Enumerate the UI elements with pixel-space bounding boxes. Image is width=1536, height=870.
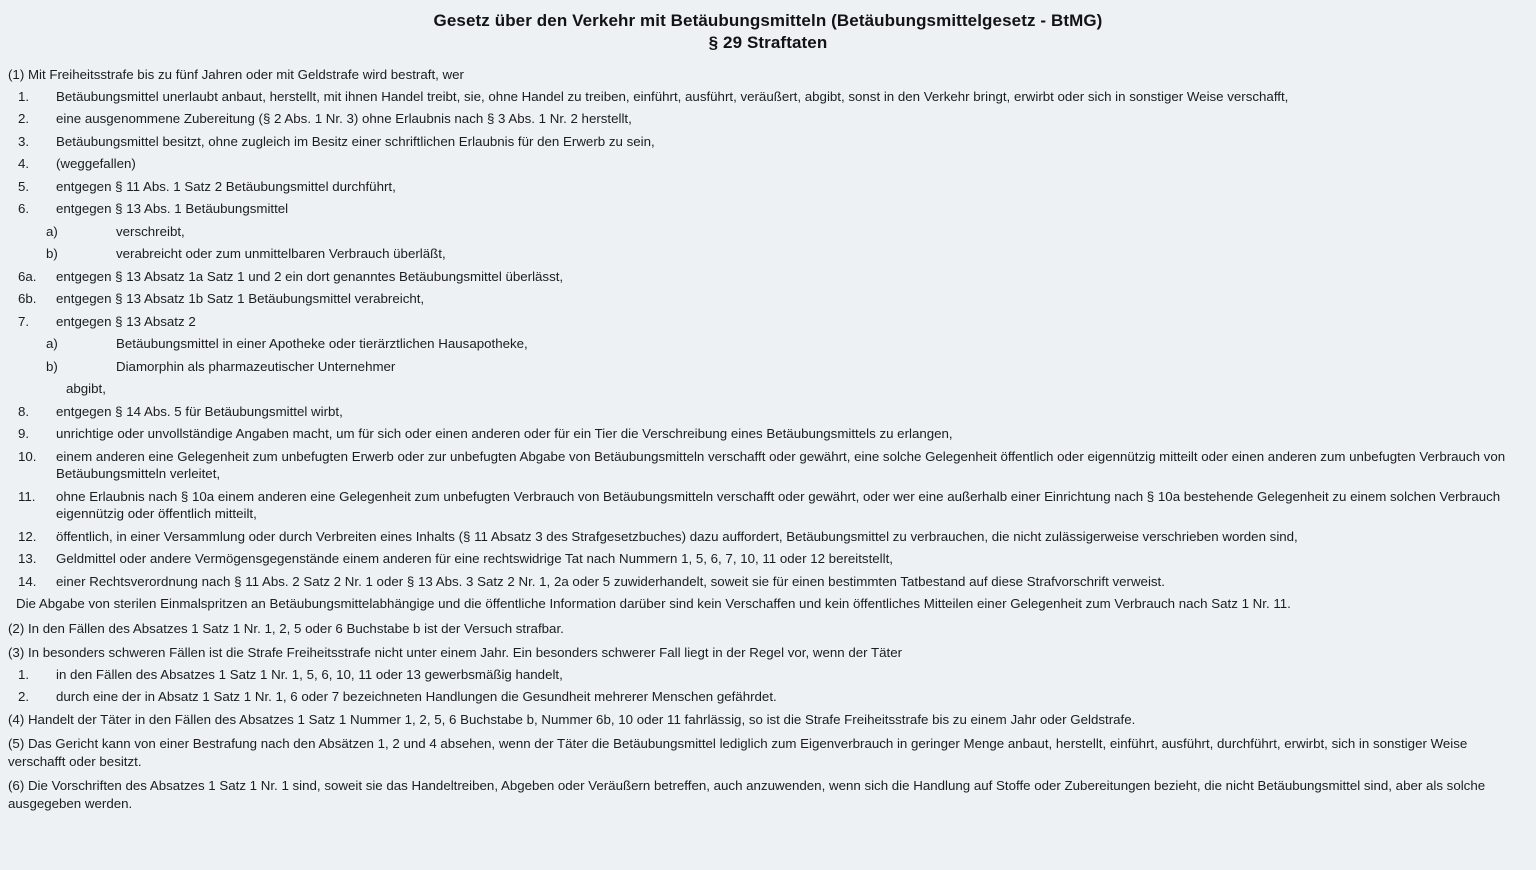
paragraph-absatz-3-intro: (3) In besonders schweren Fällen ist die Strafe Freiheitsstrafe nicht unter einem Jahr. Ein besonders schwerer Fall liegt in der Regel vor, wenn der Täter [8,645,903,660]
sub-list-item [8,358,1528,376]
sub-list-item-text: Betäubungsmittel in einer Apotheke oder tierärztlichen Hausapotheke, [116,336,528,351]
list-item-number: 2. [18,111,30,126]
list-item-text: entgegen § 11 Abs. 1 Satz 2 Betäubungsmittel durchführt, [56,178,396,194]
list-item [8,178,1528,196]
list-item-text: in den Fällen des Absatzes 1 Satz 1 Nr. 1, 5, 6, 10, 11 oder 13 gewerbsmäßig handelt, [56,666,563,682]
list-item-text: entgegen § 13 Absatz 1a Satz 1 und 2 ein dort genanntes Betäubungsmittel überlässt, [56,268,564,284]
list-item-continuation: abgibt, [66,381,106,396]
sub-list-item-letter: b) [46,246,58,261]
sub-list-item [8,335,1528,353]
list-item [8,200,1528,218]
list-item-text: entgegen § 13 Abs. 1 Betäubungsmittel [56,201,289,216]
list-item-number: 8. [18,403,30,419]
list-item [8,155,1528,173]
list-item-number: 1. [18,88,30,104]
list-item [8,290,1528,308]
list-item [8,133,1528,151]
list-item-number: 6a. [18,268,37,284]
list-item-text: Geldmittel oder andere Vermögensgegenstände einem anderen für eine rechtswidrige Tat nach Nummern 1, 5, 6, 7, 10, 11 oder 12 bereitstellt, [56,551,893,566]
list-item [8,573,1528,591]
list-item [8,268,1528,286]
list-item-text: Betäubungsmittel besitzt, ohne zugleich im Besitz einer schriftlichen Erlaubnis für den Erwerb zu sein, [56,133,655,149]
list-item-text: öffentlich, in einer Versammlung oder durch Verbreiten eines Inhalts (§ 11 Absatz 3 des Strafgesetzbuches) dazu auffordert, Betäubungsmittel zu verbrauchen, die nicht zulässigerweise verschrieben worden sind, [56,528,1298,544]
list-item [8,88,1528,106]
title-line-1: Gesetz über den Verkehr mit Betäubungsmitteln (Betäubungsmittelgesetz - BtMG) [433,11,1103,30]
list-item [8,110,1528,128]
list-item-number: 13. [18,551,37,566]
sub-list-item-letter: b) [46,358,58,374]
sub-list-item-text: verabreicht oder zum unmittelbaren Verbrauch überläßt, [116,246,446,261]
list-item-number: 14. [18,573,37,589]
paragraph-absatz-5: (5) Das Gericht kann von einer Bestrafung nach den Absätzen 1, 2 und 4 absehen, wenn der Täter die Betäubungsmittel lediglich zum Eigenverbrauch in geringer Menge anbaut, herstellt, einführt, ausführt, durchführt, erwirbt, sich in sonstiger Weise verschafft oder besitzt. [8,736,1468,769]
document-body [8,66,1528,812]
list-item [8,528,1528,546]
list-item-text: Betäubungsmittel unerlaubt anbaut, herstellt, mit ihnen Handel treibt, sie, ohne Handel zu treiben, einführt, ausführt, veräußert, abgibt, sonst in den Verkehr bringt, erwirbt oder sich in sonstiger Weise verschafft, [56,88,1289,104]
list-item-number: 6b. [18,291,37,306]
list-item-number: 5. [18,178,30,194]
list-item [8,666,1528,684]
list-item [8,688,1528,706]
list-item-number: 7. [18,313,30,329]
list-item-number: 6. [18,201,30,216]
list-item-text: einer Rechtsverordnung nach § 11 Abs. 2 Satz 2 Nr. 1 oder § 13 Abs. 3 Satz 2 Nr. 1, 2a oder 5 zuwiderhandelt, soweit sie für einen bestimmten Tatbestand auf diese Strafvorschrift verweist. [56,573,1165,589]
list-item-number: 12. [18,528,37,544]
paragraph-absatz-1-intro: (1) Mit Freiheitsstrafe bis zu fünf Jahren oder mit Geldstrafe wird bestraft, wer [8,67,464,82]
list-item [8,488,1528,523]
list-item [8,550,1528,568]
paragraph-absatz-6: (6) Die Vorschriften des Absatzes 1 Satz 1 Nr. 1 sind, soweit sie das Handeltreiben, Abgeben oder Veräußern betreffen, auch anzuwenden, wenn sich die Handlung auf Stoffe oder Zubereitungen bezieht, die nicht Betäubungsmittel sind, aber als solche ausgegeben werden. [8,778,1486,811]
list-item-text: entgegen § 13 Absatz 1b Satz 1 Betäubungsmittel verabreicht, [56,291,425,306]
sub-list-item [8,245,1528,263]
list-item [8,313,1528,331]
list-item-text: entgegen § 14 Abs. 5 für Betäubungsmittel wirbt, [56,403,343,419]
paragraph-absatz-1-closing: Die Abgabe von sterilen Einmalspritzen an Betäubungsmittelabhängige und die öffentliche Information darüber sind kein Verschaffen und kein öffentliches Mitteilen einer Gelegenheit zum Verbrauch nach Satz 1 Nr. 11. [16,596,1291,611]
list-item [8,403,1528,421]
sub-list-item [8,223,1528,241]
list-item-text: durch eine der in Absatz 1 Satz 1 Nr. 1, 6 oder 7 bezeichneten Handlungen die Gesundheit mehrerer Menschen gefährdet. [56,689,777,704]
paragraph-absatz-4: (4) Handelt der Täter in den Fällen des Absatzes 1 Satz 1 Nummer 1, 2, 5, 6 Buchstabe b, Nummer 6b, 10 oder 11 fahrlässig, so ist die Strafe Freiheitsstrafe bis zu einem Jahr oder Geldstrafe. [8,711,1136,727]
list-item-number: 1. [18,666,30,682]
list-item-text: ohne Erlaubnis nach § 10a einem anderen eine Gelegenheit zum unbefugten Verbrauch von Betäubungsmitteln verschafft oder gewährt, oder wer eine außerhalb einer Einrichtung nach § 10a bestehende Gelegenheit zu einem solchen Verbrauch eigennützig oder öffentlich mitteilt, [56,488,1501,521]
sub-list-item-text: verschreibt, [116,223,185,239]
list-item-number: 9. [18,426,30,441]
list-item [8,448,1528,483]
list-item-text: einem anderen eine Gelegenheit zum unbefugten Erwerb oder zur unbefugten Abgabe von Betäubungsmitteln verschafft oder gewährt, eine solche Gelegenheit öffentlich oder eigennützig mitteilt oder einen anderen zum unbefugten Verbrauch von Betäubungsmitteln verleitet, [56,448,1506,481]
list-item-number: 4. [18,156,30,171]
list-item-number: 2. [18,689,30,704]
paragraph-absatz-2: (2) In den Fällen des Absatzes 1 Satz 1 Nr. 1, 2, 5 oder 6 Buchstabe b ist der Versuch strafbar. [8,620,564,636]
list-item-number: 10. [18,448,37,464]
list-item-text: unrichtige oder unvollständige Angaben macht, um für sich oder einen anderen oder für ein Tier die Verschreibung eines Betäubungsmittels zu erlangen, [56,426,953,441]
sub-list-item-letter: a) [46,223,58,239]
list-item-number: 3. [18,133,30,149]
list-item [8,425,1528,443]
title-line-2: § 29 Straftaten [708,33,828,52]
sub-list-item-letter: a) [46,336,58,351]
list-item-text: eine ausgenommene Zubereitung (§ 2 Abs. 1 Nr. 3) ohne Erlaubnis nach § 3 Abs. 1 Nr. 2 herstellt, [56,111,632,126]
list-item-text: (weggefallen) [56,156,136,171]
list-item-text: entgegen § 13 Absatz 2 [56,313,196,329]
sub-list-item-text: Diamorphin als pharmazeutischer Unternehmer [116,358,396,374]
list-item-number: 11. [18,488,36,504]
page-title [8,10,1528,54]
